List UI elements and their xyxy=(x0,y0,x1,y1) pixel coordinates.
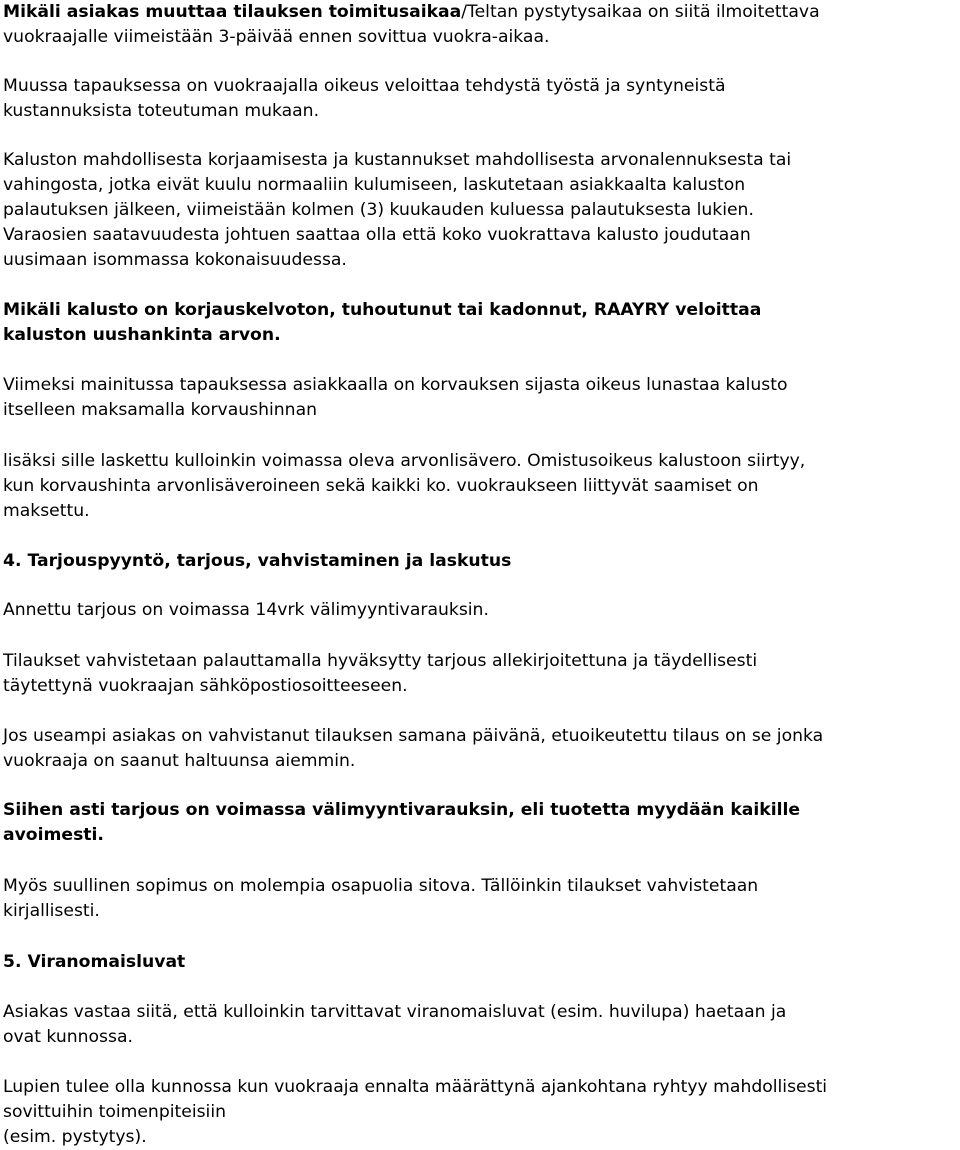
repairs-line2: vahingosta, jotka eivät kuulu normaaliin kulumiseen, laskutetaan asiakkaalta kaluston xyxy=(3,175,746,195)
paragraph-order-change xyxy=(3,0,958,50)
repairs-line5: uusimaan isommassa kokonaisuudessa. xyxy=(3,250,347,270)
paragraph-open-sale xyxy=(3,798,958,848)
charges-line2: kustannuksista toteutuman mukaan. xyxy=(3,101,320,121)
repairs-line4: Varaosien saatavuudesta johtuen saattaa olla että koko vuokrattava kalusto joudutaan xyxy=(3,225,751,245)
repairs-line1: Kaluston mahdollisesta korjaamisesta ja kustannukset mahdollisesta arvonalennuksesta tai xyxy=(3,150,792,170)
oral-agreement-line2: kirjallisesti. xyxy=(3,901,100,921)
order-change-bold: Mikäli asiakas muuttaa tilauksen toimitusaikaa xyxy=(3,2,462,22)
repairs-line3: palautuksen jälkeen, viimeistään kolmen (3) kuukauden kuluessa palautuksesta lukien. xyxy=(3,200,754,220)
irreparable-line2: kaluston uushankinta arvon. xyxy=(3,325,281,345)
paragraph-irreparable xyxy=(3,298,958,348)
paragraph-offer-validity: Annettu tarjous on voimassa 14vrk välimyyntivarauksin. xyxy=(3,600,489,620)
paragraph-charges xyxy=(3,74,958,124)
paragraph-repairs xyxy=(3,148,958,273)
paragraph-permits xyxy=(3,1000,958,1050)
oral-agreement-line1: Myös suullinen sopimus on molempia osapuolia sitova. Tällöinkin tilaukset vahvistetaan xyxy=(3,876,759,896)
priority-line1: Jos useampi asiakas on vahvistanut tilauksen samana päivänä, etuoikeutettu tilaus on se jonka xyxy=(3,726,824,746)
paragraph-confirmation xyxy=(3,649,958,699)
vat-line2: kun korvaushinta arvonlisäveroineen sekä kaikki ko. vuokraukseen liittyvät saamiset on xyxy=(3,476,759,496)
paragraph-priority xyxy=(3,724,958,774)
paragraph-redeem xyxy=(3,373,958,423)
irreparable-line1: Mikäli kalusto on korjauskelvoton, tuhoutunut tai kadonnut, RAAYRY veloittaa xyxy=(3,300,762,320)
priority-line2: vuokraaja on saanut haltuunsa aiemmin. xyxy=(3,751,356,771)
open-sale-line2: avoimesti. xyxy=(3,825,104,845)
paragraph-oral-agreement xyxy=(3,874,958,924)
readiness-line2a: sovittuihin toimenpiteisiin xyxy=(3,1102,227,1122)
readiness-line2b: (esim. pystytys). xyxy=(3,1127,147,1147)
redeem-line2: itselleen maksamalla korvaushinnan xyxy=(3,400,317,420)
permits-line2: ovat kunnossa. xyxy=(3,1027,133,1047)
vat-line1: lisäksi sille laskettu kulloinkin voimassa oleva arvonlisävero. Omistusoikeus kalustoon siirtyy, xyxy=(3,451,806,471)
order-change-line2: vuokraajalle viimeistään 3-päivää ennen sovittua vuokra-aikaa. xyxy=(3,27,550,47)
readiness-line1: Lupien tulee olla kunnossa kun vuokraaja ennalta määrättynä ajankohtana ryhtyy mahdollisesti xyxy=(3,1077,828,1097)
section-heading-5: 5. Viranomaisluvat xyxy=(3,952,186,972)
open-sale-line1: Siihen asti tarjous on voimassa välimyyntivarauksin, eli tuotetta myydään kaikille xyxy=(3,800,801,820)
paragraph-permit-readiness xyxy=(3,1075,958,1150)
confirmation-line2: täytettynä vuokraajan sähköpostiosoitteeseen. xyxy=(3,676,408,696)
paragraph-vat xyxy=(3,449,958,524)
permits-line1: Asiakas vastaa siitä, että kulloinkin tarvittavat viranomaisluvat (esim. huvilupa) haetaan ja xyxy=(3,1002,787,1022)
section-heading-4: 4. Tarjouspyyntö, tarjous, vahvistaminen ja laskutus xyxy=(3,551,512,571)
confirmation-line1: Tilaukset vahvistetaan palauttamalla hyväksytty tarjous allekirjoitettuna ja täydellisesti xyxy=(3,651,758,671)
order-change-rest: /Teltan pystytysaikaa on siitä ilmoitettava xyxy=(461,2,820,22)
redeem-line1: Viimeksi mainitussa tapauksessa asiakkaalla on korvauksen sijasta oikeus lunastaa kalusto xyxy=(3,375,788,395)
charges-line1: Muussa tapauksessa on vuokraajalla oikeus veloittaa tehdystä työstä ja syntyneistä xyxy=(3,76,726,96)
vat-line3: maksettu. xyxy=(3,501,90,521)
